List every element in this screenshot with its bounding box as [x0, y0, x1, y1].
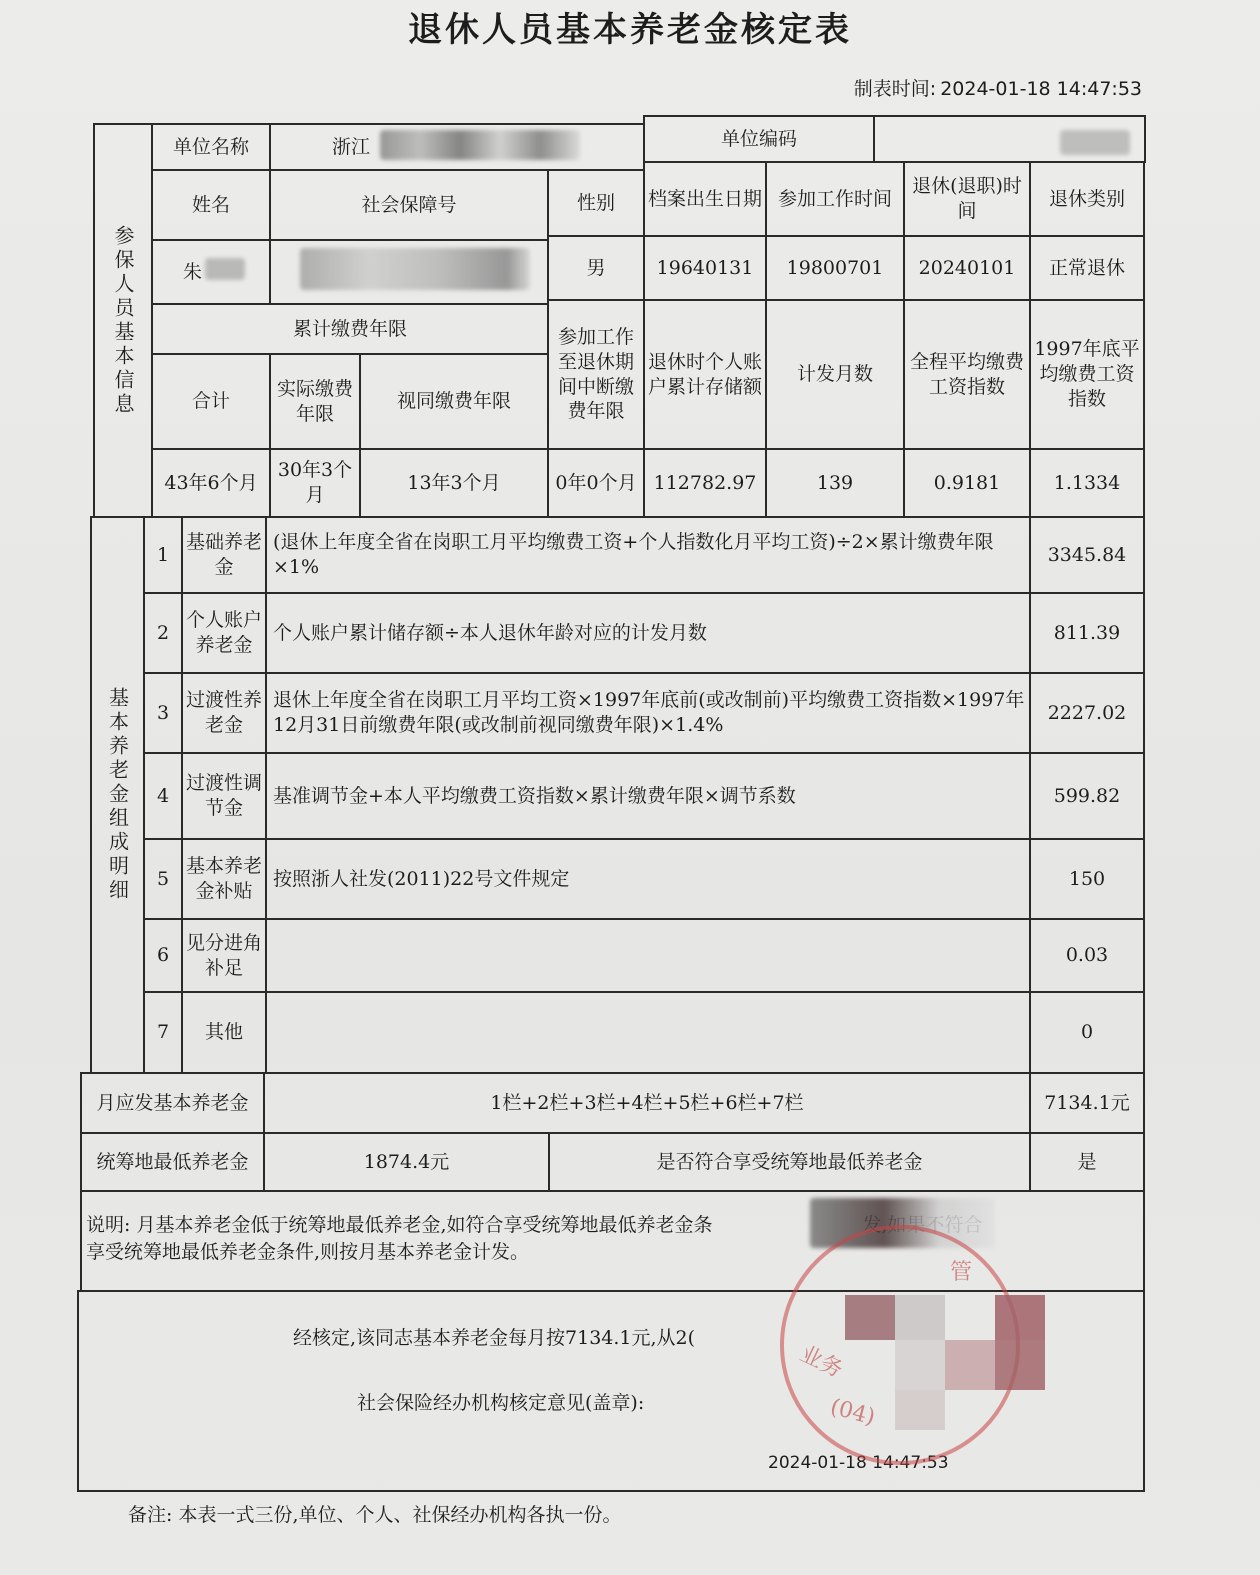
minimum-label: 统筹地最低养老金: [80, 1132, 265, 1192]
value-payout-months: 139: [765, 448, 905, 518]
value-index-1997: 1.1334: [1029, 448, 1145, 518]
unit-code-redaction: [1060, 130, 1130, 155]
component-formula: (退休上年度全省在岗职工月平均缴费工资+个人指数化月平均工资)÷2×累计缴费年限×1%: [265, 516, 1031, 594]
person-name-redaction: [205, 258, 245, 280]
component-name: 过渡性调节金: [181, 752, 267, 840]
section-composition-label: 基本养老金组成明细: [90, 516, 145, 1074]
ss-number-redaction: [300, 248, 530, 290]
component-no: 2: [143, 592, 183, 674]
person-work-start: 19800701: [765, 235, 905, 301]
header-name: 姓名: [151, 169, 271, 241]
value-actual: 30年3个月: [269, 448, 361, 518]
remark: 备注: 本表一式三份,单位、个人、社保经办机构各执一份。: [128, 1504, 622, 1526]
component-name: 见分进角补足: [181, 918, 267, 993]
component-formula: 个人账户累计储存额÷本人退休年龄对应的计发月数: [265, 592, 1031, 674]
unit-code-label: 单位编码: [643, 115, 875, 163]
component-formula: 按照浙人社发(2011)22号文件规定: [265, 838, 1031, 920]
stamp-redaction: [895, 1295, 945, 1340]
component-name: 其他: [181, 991, 267, 1074]
component-no: 3: [143, 672, 183, 754]
component-name: 基础养老金: [181, 516, 267, 594]
component-no: 7: [143, 991, 183, 1074]
approval-text: 经核定,该同志基本养老金每月按7134.1元,从2(: [293, 1327, 696, 1349]
header-retire-type: 退休类别: [1029, 161, 1145, 237]
header-cumulative-years: 累计缴费年限: [151, 303, 549, 355]
person-retire-time: 20240101: [903, 235, 1031, 301]
form-title: 退休人员基本养老金核定表: [408, 10, 852, 50]
stamp-code: (04): [827, 1394, 878, 1431]
header-avg-wage-index: 全程平均缴费工资指数: [903, 299, 1031, 450]
header-gender: 性别: [547, 169, 645, 237]
header-retire-time: 退休(退职)时间: [903, 161, 1031, 237]
component-amount: 2227.02: [1029, 672, 1145, 754]
value-account-balance: 112782.97: [643, 448, 767, 518]
header-work-start: 参加工作时间: [765, 161, 905, 237]
stamp-redaction: [845, 1295, 895, 1340]
component-name: 基本养老金补贴: [181, 838, 267, 920]
approval-date: 2024-01-18 14:47:53: [768, 1453, 949, 1473]
make-time: [850, 74, 1142, 101]
header-birth: 档案出生日期: [643, 161, 767, 237]
make-time-value: 2024-01-18 14:47:53: [940, 78, 1142, 100]
unit-name-redaction: [380, 130, 580, 160]
component-amount: 3345.84: [1029, 516, 1145, 594]
section-basic-info-label: 参保人员基本信息: [93, 123, 153, 518]
stamp-redaction: [995, 1295, 1045, 1340]
header-actual: 实际缴费年限: [269, 353, 361, 450]
minimum-amount: 1874.4元: [263, 1132, 550, 1192]
approval-opinion: 社会保险经办机构核定意见(盖章):: [357, 1392, 645, 1414]
stamp-bottom-text: 业务: [795, 1341, 847, 1383]
component-amount: 599.82: [1029, 752, 1145, 840]
header-account-balance: 退休时个人账户累计存储额: [643, 299, 767, 450]
stamp-redaction: [995, 1340, 1045, 1390]
component-formula: [265, 918, 1031, 993]
value-interrupted: 0年0个月: [547, 448, 645, 518]
component-no: 4: [143, 752, 183, 840]
unit-name-label: 单位名称: [151, 123, 271, 171]
minimum-answer: 是: [1029, 1132, 1145, 1192]
stamp-top-text: 管: [950, 1260, 973, 1285]
stamp-redaction: [895, 1340, 945, 1390]
minimum-question: 是否符合享受统筹地最低养老金: [548, 1132, 1031, 1192]
value-avg-wage-index: 0.9181: [903, 448, 1031, 518]
stamp-redaction: [945, 1340, 995, 1390]
header-index-1997: 1997年底平均缴费工资指数: [1029, 299, 1145, 450]
person-name-text: 朱: [183, 260, 203, 283]
header-payout-months: 计发月数: [765, 299, 905, 450]
person-birth: 19640131: [643, 235, 767, 301]
header-ss-number: 社会保障号: [269, 169, 549, 241]
component-no: 5: [143, 838, 183, 920]
explanation-part1: 说明: 月基本养老金低于统筹地最低养老金,如符合享受统筹地最低养老金条: [86, 1214, 713, 1236]
header-deemed: 视同缴费年限: [359, 353, 549, 450]
explanation-line2: 享受统筹地最低养老金条件,则按月基本养老金计发。: [86, 1240, 530, 1263]
unit-name-text: 浙江: [332, 135, 371, 158]
monthly-amount: 7134.1元: [1029, 1072, 1145, 1134]
component-formula: 基准调节金+本人平均缴费工资指数×累计缴费年限×调节系数: [265, 752, 1031, 840]
monthly-label: 月应发基本养老金: [80, 1072, 265, 1134]
value-deemed: 13年3个月: [359, 448, 549, 518]
component-amount: 0: [1029, 991, 1145, 1074]
header-interrupted: 参加工作至退休期间中断缴费年限: [547, 299, 645, 450]
stamp-redaction: [895, 1390, 945, 1430]
person-gender: 男: [547, 235, 645, 301]
component-no: 1: [143, 516, 183, 594]
component-amount: 150: [1029, 838, 1145, 920]
person-retire-type: 正常退休: [1029, 235, 1145, 301]
component-name: 个人账户养老金: [181, 592, 267, 674]
make-time-label: 制表时间:: [853, 78, 937, 100]
component-amount: 811.39: [1029, 592, 1145, 674]
component-name: 过渡性养老金: [181, 672, 267, 754]
component-formula: 退休上年度全省在岗职工月平均工资×1997年底前(或改制前)平均缴费工资指数×1997年12月31日前缴费年限(或改制前视同缴费年限)×1.4%: [265, 672, 1031, 754]
component-amount: 0.03: [1029, 918, 1145, 993]
component-no: 6: [143, 918, 183, 993]
value-total: 43年6个月: [151, 448, 271, 518]
header-total: 合计: [151, 353, 271, 450]
monthly-formula: 1栏+2栏+3栏+4栏+5栏+6栏+7栏: [263, 1072, 1031, 1134]
component-formula: [265, 991, 1031, 1074]
